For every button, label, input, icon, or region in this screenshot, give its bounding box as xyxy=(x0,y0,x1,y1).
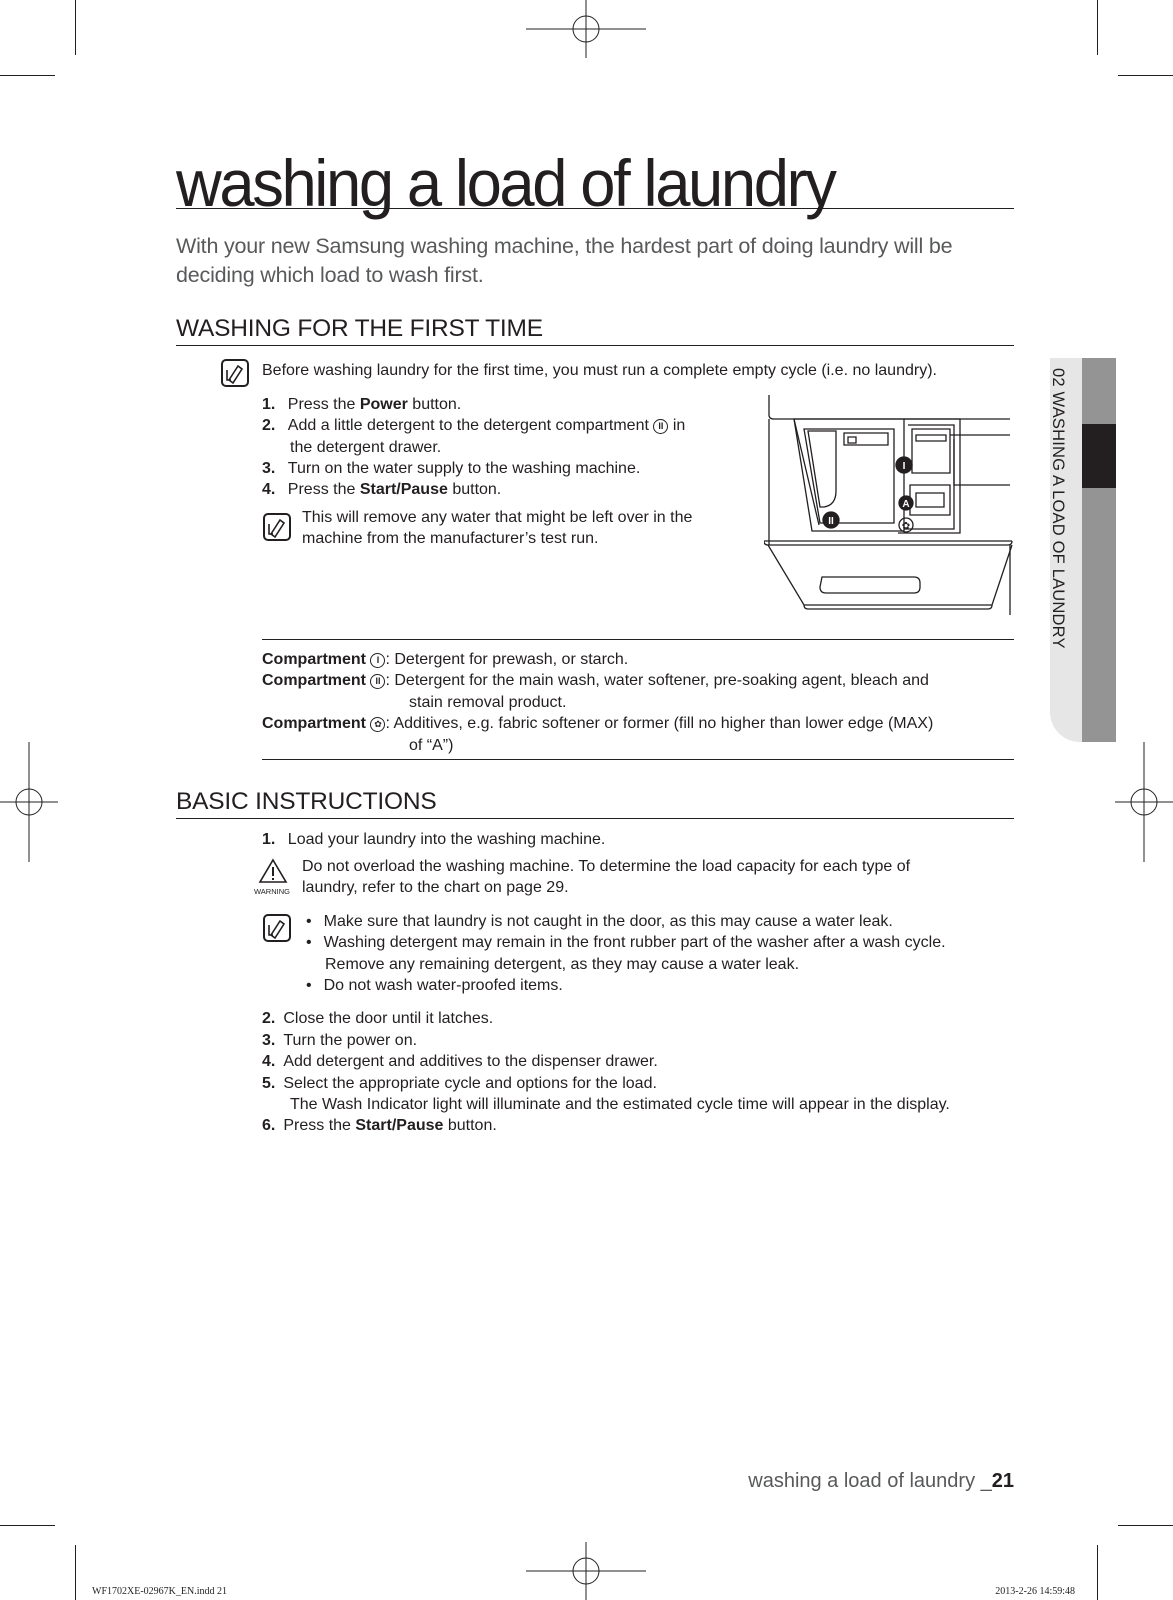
warning-line1: Do not overload the washing machine. To determine the load capacity for each type of xyxy=(302,858,911,875)
section-heading-first-time: WASHING FOR THE FIRST TIME xyxy=(176,314,1014,346)
compartment-ii-marker: II xyxy=(653,419,668,434)
page-title: washing a load of laundry xyxy=(176,150,1014,209)
chapter-tab-marker xyxy=(1082,424,1116,488)
registration-mark-left xyxy=(0,742,58,862)
basic-step-4: 4. Add detergent and additives to the dispenser drawer. xyxy=(262,1053,658,1070)
step-2-cont: the detergent drawer. xyxy=(290,439,442,456)
basic-step-6: 6. Press the Start/Pause button. xyxy=(262,1117,497,1134)
crop-mark xyxy=(1118,75,1173,76)
bullet-2-cont: Remove any remaining detergent, as they may cause a water leak. xyxy=(325,956,800,973)
note-icon xyxy=(262,913,292,943)
slug-right: 2013-2-26 14:59:48 xyxy=(995,1586,1075,1597)
registration-mark-bottom xyxy=(526,1542,646,1600)
compartment-row-2: Compartment II : Detergent for the main wash, water softener, pre-soaking agent, bleach and xyxy=(262,672,929,689)
slug-left: WF1702XE-02967K_EN.indd 21 xyxy=(92,1586,227,1597)
compartment-table-bottom-rule xyxy=(262,759,1014,760)
warning-icon xyxy=(258,858,288,884)
step-3: 3. Turn on the water supply to the washing machine. xyxy=(262,460,641,477)
basic-step-5: 5. Select the appropriate cycle and options for the load. xyxy=(262,1075,657,1092)
crop-mark xyxy=(0,1525,55,1526)
flower-icon: ✿ xyxy=(901,521,911,532)
step-2: 2. Add a little detergent to the detergent compartment II in xyxy=(262,417,686,434)
note-icon xyxy=(262,512,292,542)
compartment-row-3-cont: of “A”) xyxy=(409,737,454,754)
crop-mark xyxy=(1097,1545,1098,1600)
basic-step-1: 1. Load your laundry into the washing machine. xyxy=(262,831,606,848)
crop-mark xyxy=(0,75,55,76)
step-note-line1: This will remove any water that might be left over in the xyxy=(302,509,693,526)
basic-step-2: 2. Close the door until it latches. xyxy=(262,1010,494,1027)
compartment-table-top-rule xyxy=(262,639,1014,640)
crop-mark xyxy=(75,1545,76,1600)
compartment-row-2-cont: stain removal product. xyxy=(409,694,567,711)
warning-label: WARNING xyxy=(254,887,290,896)
page-footer: washing a load of laundry _21 xyxy=(748,1470,1014,1492)
first-time-note: Before washing laundry for the first time, you must run a complete empty cycle (i.e. no laundry). xyxy=(262,362,937,379)
step-1: 1. Press the Power button. xyxy=(262,396,462,413)
step-note-line2: machine from the manufacturer’s test run. xyxy=(302,530,599,547)
drawer-label-a: A xyxy=(902,499,910,510)
crop-mark xyxy=(1097,0,1098,55)
detergent-drawer-illustration xyxy=(764,395,1016,623)
warning-line2: laundry, refer to the chart on page 29. xyxy=(302,879,569,896)
bullet-2: • Washing detergent may remain in the front rubber part of the washer after a wash cycle. xyxy=(306,934,946,951)
chapter-tab-strip xyxy=(1082,358,1116,742)
intro-text: With your new Samsung washing machine, the hardest part of doing laundry will be deciding which load to wash first. xyxy=(176,234,953,287)
crop-mark xyxy=(1118,1525,1173,1526)
basic-step-3: 3. Turn the power on. xyxy=(262,1032,418,1049)
drawer-label-i: I xyxy=(902,461,906,472)
drawer-label-ii: II xyxy=(828,516,834,527)
bullet-1: • Make sure that laundry is not caught in the door, as this may cause a water leak. xyxy=(306,913,893,930)
registration-mark-right xyxy=(1115,742,1173,862)
note-icon xyxy=(220,358,250,388)
compartment-row-3: Compartment ✿ : Additives, e.g. fabric softener or former (fill no higher than lower edge (MAX) xyxy=(262,715,934,732)
bullet-3: • Do not wash water-proofed items. xyxy=(306,977,563,994)
crop-mark xyxy=(75,0,76,55)
registration-mark-top xyxy=(526,0,646,58)
chapter-tab-label: 02 WASHING A LOAD OF LAUNDRY xyxy=(1049,368,1067,649)
step-4: 4. Press the Start/Pause button. xyxy=(262,481,502,498)
basic-step-5-cont: The Wash Indicator light will illuminate and the estimated cycle time will appear in the display. xyxy=(290,1096,950,1113)
compartment-row-1: Compartment I : Detergent for prewash, or starch. xyxy=(262,651,629,668)
page-number: 21 xyxy=(991,1470,1014,1492)
section-heading-basic: BASIC INSTRUCTIONS xyxy=(176,787,1014,819)
